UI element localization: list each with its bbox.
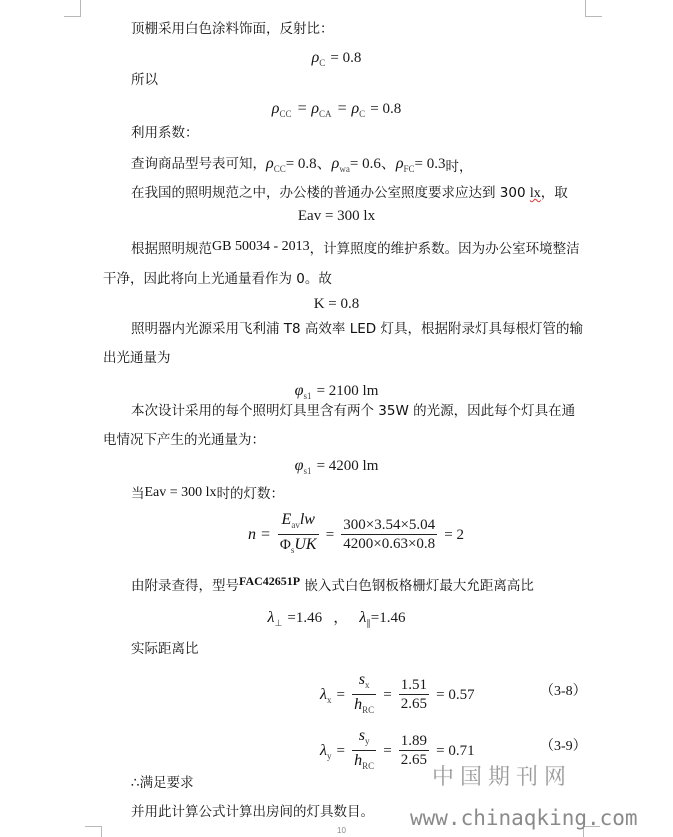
- eq7-num-E: E: [281, 511, 292, 528]
- paragraph-fixture-count-condition: [131, 484, 284, 503]
- eq8-lambda-2: λ: [359, 609, 367, 626]
- eq7-numeric-numerator: 300×3.54×5.04: [343, 516, 436, 533]
- eq1-symbol: ρ: [311, 49, 320, 66]
- p4-rho-2: ρ: [331, 155, 340, 172]
- equation-eav: Eav = 300 lx: [297, 208, 376, 224]
- eq1-subscript: C: [319, 58, 326, 68]
- eq7-fraction-numeric: [341, 517, 437, 553]
- eq9-subscript: x: [326, 695, 332, 705]
- paragraph-upward-flux: 干净，因此将向上光通量看作为 0。故: [103, 271, 332, 287]
- page-corner-mark-top-left: [64, 0, 81, 17]
- eq10-numerator: 1.89: [400, 732, 428, 749]
- eq7-result: = 2: [444, 527, 464, 543]
- eq2-sub-3: C: [359, 109, 366, 119]
- p10-prefix: 由附录查得，型号: [131, 578, 239, 594]
- paragraph-utilization-factor: 利用系数：: [131, 125, 199, 141]
- p6-standard: GB 50034 - 2013: [212, 239, 310, 254]
- paragraph-therefore: 所以: [131, 72, 158, 88]
- eq5-symbol: φ: [294, 382, 304, 399]
- eq10-den: h: [354, 752, 363, 769]
- equation-flux-per-tube: [0, 380, 673, 401]
- equation-number-3-8: （3-8）: [540, 684, 587, 699]
- eq8-value-2: =1.46: [370, 610, 406, 626]
- paragraph-design-fixture-1: 本次设计采用的每个照明灯具里含有两个 35W 的光源，因此每个灯具在通: [131, 403, 576, 419]
- eq1-value: = 0.8: [330, 50, 362, 66]
- eq9-fraction-numeric: [399, 677, 429, 713]
- equation-lambda-x: $\lambda_x$ = $\frac{s_x}{h_{RC}}$ = $\frac{1.51}{2.65}$ = 0.57: [320, 670, 475, 719]
- eq10-symbol: λ: [320, 742, 327, 759]
- eq5-subscript: s1: [303, 391, 312, 401]
- paragraph-fixture-model: [131, 572, 534, 595]
- p4-prefix: 查询商品型号表可知，: [131, 156, 266, 172]
- p5-suffix: ，取: [540, 185, 568, 201]
- p4-rho-1: ρ: [266, 155, 274, 172]
- eq2-sub-1: CC: [279, 109, 292, 119]
- eq6-value: = 4200 lm: [316, 458, 379, 474]
- eq9-num: s: [358, 671, 365, 688]
- eq7-den-rest: UK: [294, 536, 317, 553]
- p4-rho-2-sub: wa: [339, 164, 350, 174]
- eq8-separator: ，: [333, 610, 349, 626]
- paragraph-light-source-1: 照明器内光源采用飞利浦 T8 高效率 LED 灯具，根据附录灯具每根灯管的输: [131, 321, 583, 337]
- p9-equation: Eav = 300 lx: [144, 485, 217, 500]
- p6-prefix: 根据照明规范: [131, 241, 212, 257]
- p6-suffix: ，计算照度的维护系数。因为办公室环境整洁: [309, 241, 580, 257]
- eq7-den-phi: Φ: [279, 537, 291, 553]
- eq9-symbol: λ: [320, 686, 327, 703]
- eq7-den-sub: s: [290, 545, 295, 555]
- eq7-numeric-denominator: 4200×0.63×0.8: [343, 535, 436, 552]
- equation-flux-per-fixture: [0, 455, 673, 476]
- equation-max-spacing-ratio: [0, 606, 673, 629]
- p4-rho-3: ρ: [395, 155, 404, 172]
- p9-prefix: 当: [131, 486, 145, 502]
- p4-rho-3-value: = 0.3: [414, 156, 446, 172]
- p9-suffix: 时的灯数：: [216, 486, 285, 502]
- equation-rho-equalities: [0, 98, 673, 119]
- eq7-num-sub: av: [291, 520, 300, 530]
- eq9-den: h: [354, 696, 363, 713]
- eq8-lambda-1: λ: [267, 609, 275, 626]
- eq8-sub-1: ⊥: [274, 618, 283, 628]
- eq2-symbol-3: = ρ: [336, 100, 360, 117]
- eq9-fraction-symbolic: [352, 670, 376, 719]
- paragraph-actual-spacing-ratio: 实际距离比: [131, 641, 199, 657]
- eq10-fraction-numeric: [399, 733, 429, 769]
- equation-lambda-y: $\lambda_y$ = $\frac{s_y}{h_{RC}}$ = $\frac{1.89}{2.65}$ = 0.71: [320, 726, 475, 775]
- eq10-fraction-symbolic: [352, 726, 376, 775]
- eq7-lhs: n =: [248, 526, 271, 543]
- p4-rho-1-value: = 0.8、: [285, 156, 332, 172]
- paragraph-design-fixture-2: 电情况下产生的光通量为：: [103, 432, 265, 448]
- eq7-equals: =: [325, 527, 335, 543]
- paragraph-light-source-2: 出光通量为: [103, 350, 171, 366]
- page-number: 10: [337, 826, 346, 835]
- eq10-subscript: y: [326, 751, 332, 761]
- eq2-sub-2: CA: [319, 109, 332, 119]
- p10-model-number: FAC42651P: [239, 574, 301, 588]
- equation-k: K = 0.8: [313, 296, 360, 312]
- eq10-num-sub: y: [364, 736, 370, 746]
- eq6-subscript: s1: [303, 466, 312, 476]
- paragraph-requirement-met: ∴满足要求: [131, 775, 194, 791]
- paragraph-illuminance-requirement: [131, 184, 568, 203]
- eq10-result: = 0.71: [436, 743, 475, 759]
- equation-number-3-9: （3-9）: [540, 739, 587, 754]
- eq2-symbol-2: = ρ: [296, 100, 320, 117]
- eq2-symbol-1: ρ: [271, 100, 280, 117]
- paragraph-maintenance-factor: [131, 238, 580, 258]
- eq5-value: = 2100 lm: [316, 383, 379, 399]
- eq7-fraction-symbolic: [278, 510, 319, 559]
- eq9-denominator: 2.65: [400, 695, 428, 712]
- eq9-result: = 0.57: [436, 687, 475, 703]
- watermark-site-name: 中国期刊网: [432, 765, 573, 790]
- p5-text: 在我国的照明规范之中，办公楼的普通办公室照度要求应达到 300: [131, 185, 530, 201]
- page-corner-mark-bottom-left: [85, 826, 102, 837]
- paragraph-ceiling-reflectance: 顶棚采用白色涂料饰面，反射比：: [131, 21, 334, 37]
- equation-rho-c: [0, 47, 673, 68]
- eq10-denominator: 2.65: [400, 751, 428, 768]
- watermark-url: www.chinaqking.com: [410, 806, 638, 830]
- eq8-value-1: =1.46: [287, 610, 323, 626]
- paragraph-compute-fixture-count: 并用此计算公式计算出房间的灯具数目。: [131, 804, 374, 820]
- eq10-num: s: [358, 727, 365, 744]
- equation-fixture-count: [248, 510, 464, 559]
- eq9-numerator: 1.51: [400, 676, 428, 693]
- p4-rho-3-sub: FC: [403, 164, 415, 174]
- p4-rho-1-sub: CC: [273, 164, 286, 174]
- p5-unit: lx: [529, 186, 541, 201]
- eq10-den-sub: RC: [362, 761, 375, 771]
- p10-suffix: 嵌入式白色钢板格栅灯最大允距离高比: [300, 578, 534, 594]
- eq6-symbol: φ: [294, 457, 304, 474]
- page-corner-mark-top-right: [585, 0, 602, 17]
- paragraph-lookup-reflectances: [131, 155, 473, 178]
- eq8-sub-2: ∥: [366, 618, 371, 628]
- eq9-num-sub: x: [364, 680, 370, 690]
- p4-suffix: 时，: [445, 159, 473, 175]
- p4-rho-2-value: = 0.6、: [349, 156, 396, 172]
- eq7-num-rest: lw: [299, 511, 315, 528]
- eq9-den-sub: RC: [362, 705, 375, 715]
- eq2-value: = 0.8: [370, 101, 402, 117]
